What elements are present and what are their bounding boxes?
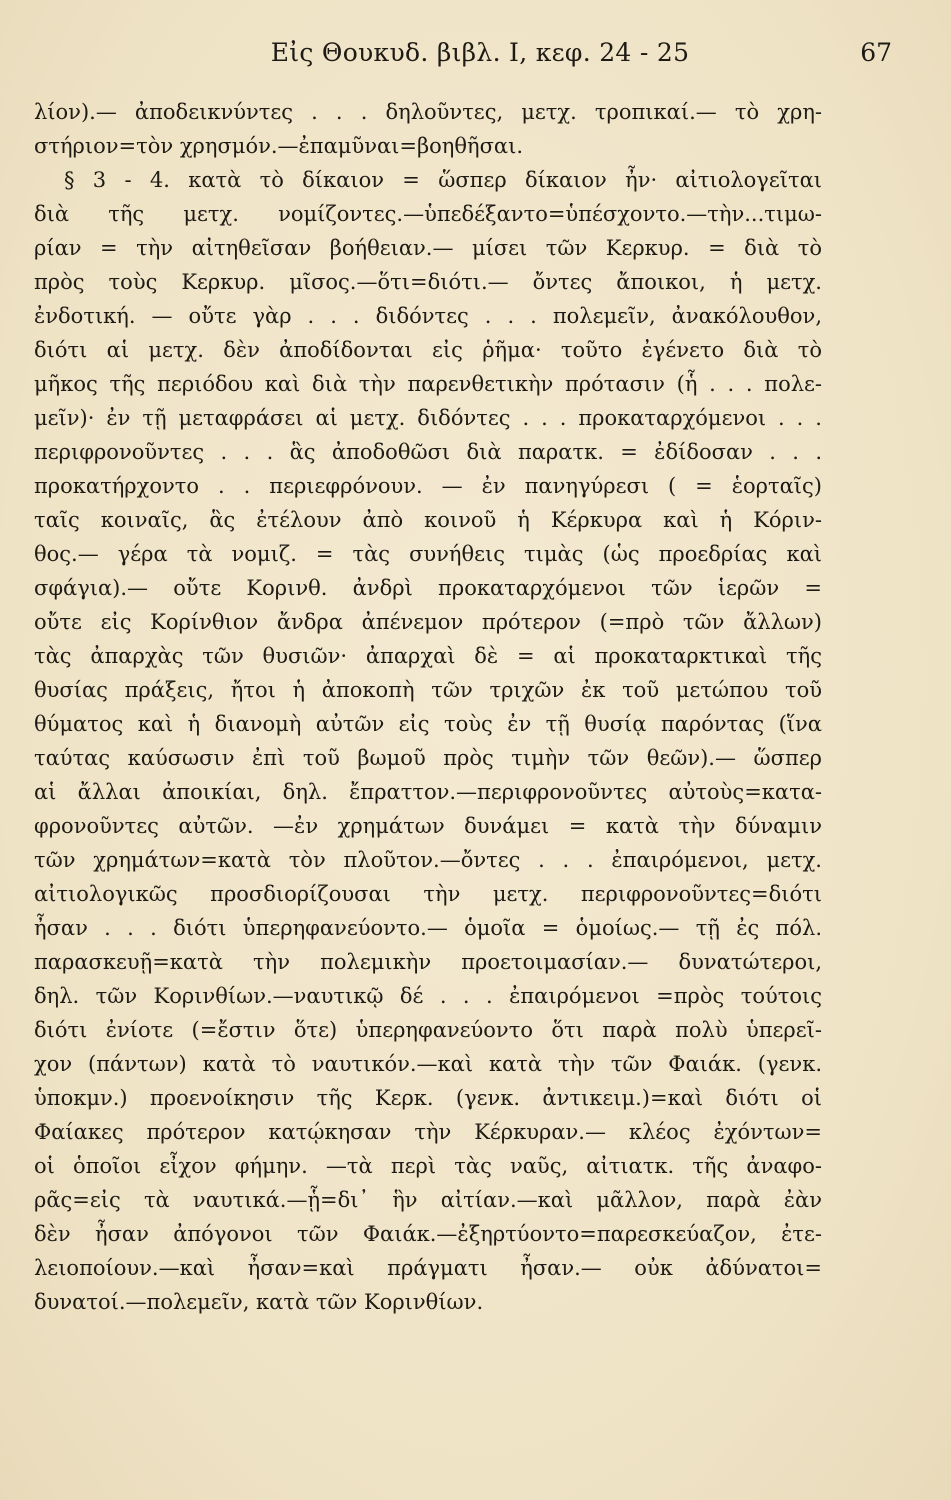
text-line: ἐνδοτική. — οὔτε γὰρ . . . διδόντες . . . πολεμεῖν, ἀνακόλουθον, (34, 304, 822, 328)
text-line: πρὸς τοὺς Κερκυρ. μῖσος.—ὅτι=διότι.— ὄντες ἄποικοι, ἡ μετχ. (34, 270, 822, 294)
text-line: θος.— γέρα τὰ νομιζ. = τὰς συνήθεις τιμὰς (ὡς προεδρίας καὶ (34, 542, 822, 566)
text-line: τὰς ἀπαρχὰς τῶν θυσιῶν· ἀπαρχαὶ δὲ = αἱ προκαταρκτικαὶ τῆς (34, 644, 822, 668)
text-line: διὰ τῆς μετχ. νομίζοντες.—ὑπεδέξαντο=ὑπέσχοντο.—τὴν...τιμω- (34, 202, 822, 226)
text-line: φρονοῦντες αὐτῶν. —ἐν χρημάτων δυνάμει = κατὰ τὴν δύναμιν (34, 814, 822, 838)
text-line: θυσίας πράξεις, ἤτοι ἡ ἀποκοπὴ τῶν τριχῶν ἐκ τοῦ μετώπου τοῦ (34, 678, 822, 702)
running-title: Εἰς Θουκυδ. βιβλ. Ι, κεφ. 24 - 25 (270, 38, 690, 67)
text-line: διότι ἐνίοτε (=ἔστιν ὅτε) ὑπερηφανεύοντο ὅτι παρὰ πολὺ ὑπερεῖ- (34, 1018, 822, 1042)
text-line: παρασκευῇ=κατὰ τὴν πολεμικὴν προετοιμασίαν.— δυνατώτεροι, (34, 950, 822, 974)
text-line: ταῖς κοιναῖς, ἃς ἐτέλουν ἀπὸ κοινοῦ ἡ Κέρκυρα καὶ ἡ Κόριν- (34, 508, 822, 532)
text-line: οἱ ὁποῖοι εἶχον φήμην. —τὰ περὶ τὰς ναῦς, αἰτιατκ. τῆς ἀναφο- (34, 1154, 822, 1178)
page-number: 67 (860, 38, 892, 67)
text-line: ρίαν = τὴν αἰτηθεῖσαν βοήθειαν.— μίσει τῶν Κερκυρ. = διὰ τὸ (34, 236, 822, 260)
text-line: ἦσαν . . . διότι ὑπερηφανεύοντο.— ὁμοῖα = ὁμοίως.— τῇ ἐς πόλ. (34, 916, 822, 940)
text-line: § 3 - 4. κατὰ τὸ δίκαιον = ὥσπερ δίκαιον ἦν· αἰτιολογεῖται (64, 168, 822, 192)
text-line: ὑποκμν.) προενοίκησιν τῆς Κερκ. (γενκ. ἀντικειμ.)=καὶ διότι οἱ (34, 1086, 822, 1110)
text-line: προκατήρχοντο . . περιεφρόνουν. — ἐν πανηγύρεσι ( = ἑορταῖς) (34, 474, 822, 498)
text-line: χον (πάντων) κατὰ τὸ ναυτικόν.—καὶ κατὰ τὴν τῶν Φαιάκ. (γενκ. (34, 1052, 822, 1076)
text-line: ρᾶς=εἰς τὰ ναυτικά.—ᾗ=δι᾿ ἣν αἰτίαν.—καὶ μᾶλλον, παρὰ ἐὰν (34, 1188, 822, 1212)
text-line: δὲν ἦσαν ἀπόγονοι τῶν Φαιάκ.—ἐξηρτύοντο=παρεσκεύαζον, ἐτε- (34, 1222, 822, 1246)
text-line: περιφρονοῦντες . . . ἃς ἀποδοθῶσι διὰ παρατκ. = ἐδίδοσαν . . . (34, 440, 822, 464)
text-line: θύματος καὶ ἡ διανομὴ αὐτῶν εἰς τοὺς ἐν τῇ θυσίᾳ παρόντας (ἵνα (34, 712, 822, 736)
text-line: τῶν χρημάτων=κατὰ τὸν πλοῦτον.—ὄντες . . . ἐπαιρόμενοι, μετχ. (34, 848, 822, 872)
text-line: λειοποίουν.—καὶ ἦσαν=καὶ πράγματι ἦσαν.— οὐκ ἀδύνατοι= (34, 1256, 822, 1280)
text-line: μῆκος τῆς περιόδου καὶ διὰ τὴν παρενθετικὴν πρότασιν (ἧ . . . πολε- (34, 372, 822, 396)
text-line: αἰτιολογικῶς προσδιορίζουσαι τὴν μετχ. περιφρονοῦντες=διότι (34, 882, 822, 906)
text-line: δυνατοί.—πολεμεῖν, κατὰ τῶν Κορινθίων. (34, 1290, 484, 1314)
text-line: οὔτε εἰς Κορίνθιον ἄνδρα ἀπένεμον πρότερον (=πρὸ τῶν ἄλλων) (34, 610, 822, 634)
text-line: δηλ. τῶν Κορινθίων.—ναυτικῷ δέ . . . ἐπαιρόμενοι =πρὸς τούτοις (34, 984, 822, 1008)
text-line: μεῖν)· ἐν τῇ μεταφράσει αἱ μετχ. διδόντες . . . προκαταρχόμενοι . . . (34, 406, 822, 430)
text-line: λίον).— ἀποδεικνύντες . . . δηλοῦντες, μετχ. τροπικαί.— τὸ χρη- (34, 100, 822, 124)
text-line: στήριον=τὸν χρησμόν.—ἐπαμῦναι=βοηθῆσαι. (34, 134, 523, 158)
text-line: σφάγια).— οὔτε Κορινθ. ἀνδρὶ προκαταρχόμενοι τῶν ἱερῶν = (34, 576, 822, 600)
text-line: διότι αἱ μετχ. δὲν ἀποδίδονται εἰς ῥῆμα· τοῦτο ἐγένετο διὰ τὸ (34, 338, 822, 362)
text-line: ταύτας καύσωσιν ἐπὶ τοῦ βωμοῦ πρὸς τιμὴν τῶν θεῶν).— ὥσπερ (34, 746, 822, 770)
text-line: αἱ ἄλλαι ἀποικίαι, δηλ. ἔπραττον.—περιφρονοῦντες αὐτοὺς=κατα- (34, 780, 822, 804)
running-head (60, 38, 900, 78)
text-line: Φαίακες πρότερον κατῴκησαν τὴν Κέρκυραν.— κλέος ἐχόντων= (34, 1120, 822, 1144)
